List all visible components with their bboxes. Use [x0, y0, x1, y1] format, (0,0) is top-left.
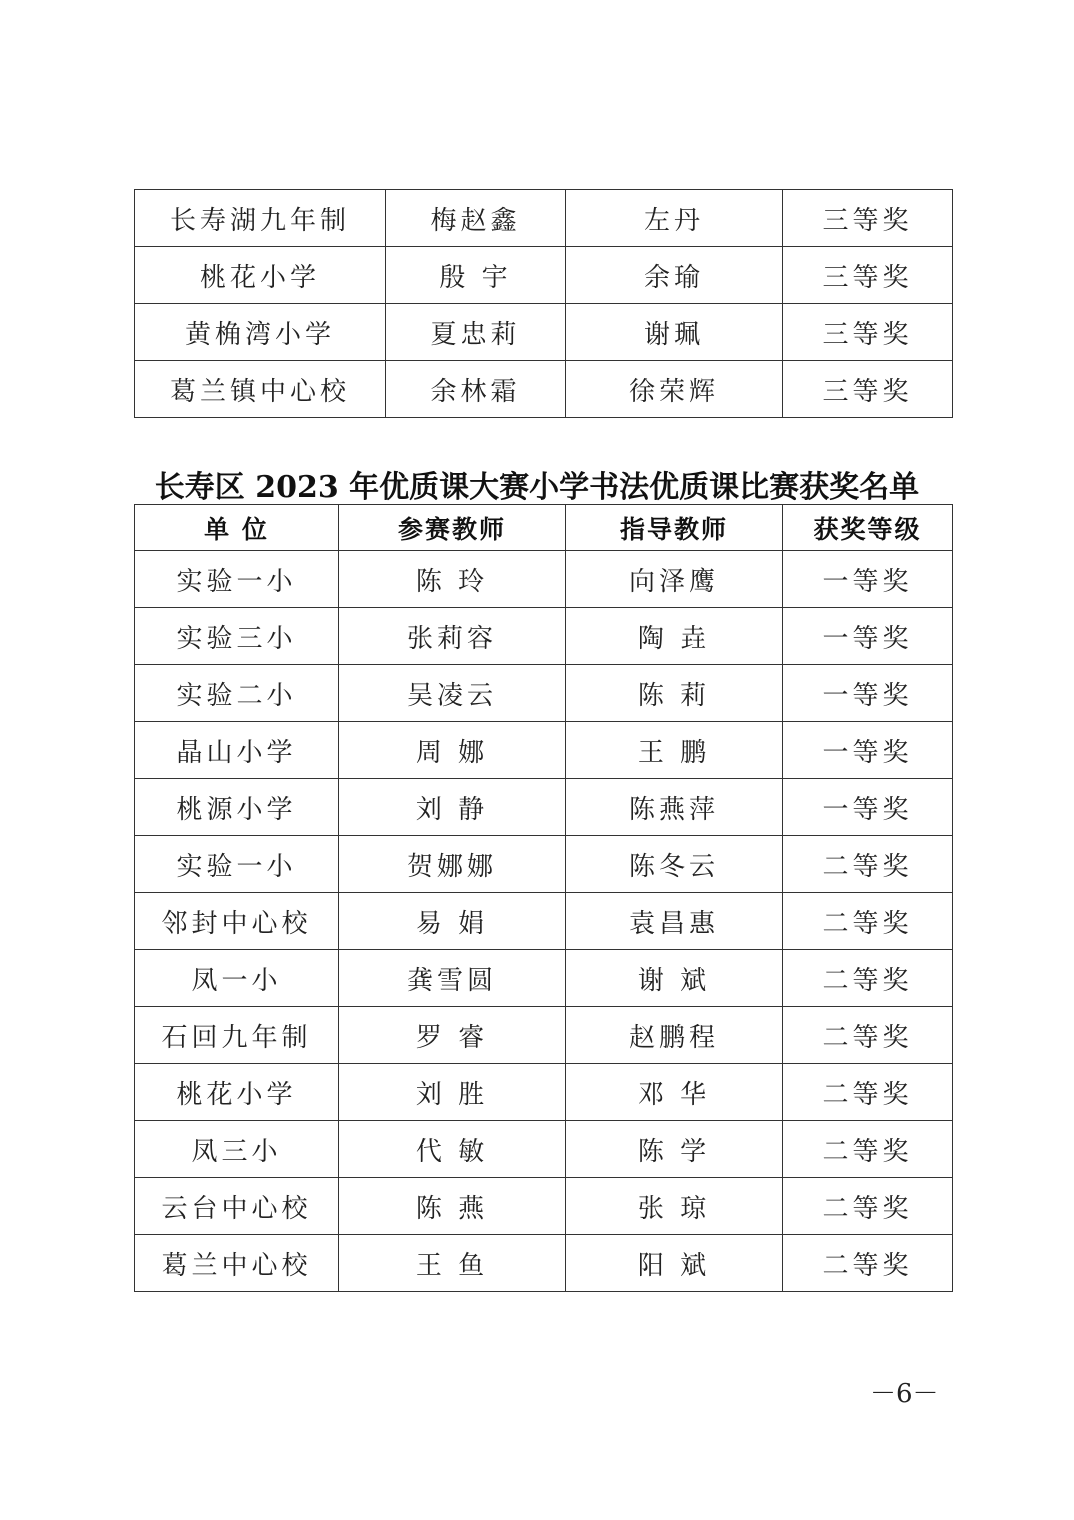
header-advisor: 指导教师 [566, 505, 783, 551]
teacher-cell: 罗 睿 [339, 1007, 566, 1064]
advisor-cell: 向泽鹰 [566, 551, 783, 608]
teacher-cell: 余林霜 [386, 361, 566, 418]
award-cell: 一等奖 [783, 779, 953, 836]
advisor-cell: 赵鹏程 [566, 1007, 783, 1064]
table-row [135, 893, 953, 950]
award-cell: 三等奖 [783, 247, 953, 304]
table-row [135, 1121, 953, 1178]
award-cell: 一等奖 [783, 722, 953, 779]
table-row [135, 551, 953, 608]
award-cell: 二等奖 [783, 950, 953, 1007]
advisor-cell: 张 琼 [566, 1178, 783, 1235]
unit-cell: 邻封中心校 [135, 893, 339, 950]
unit-cell: 凤三小 [135, 1121, 339, 1178]
teacher-cell: 王 鱼 [339, 1235, 566, 1292]
table-row [135, 779, 953, 836]
unit-cell: 实验三小 [135, 608, 339, 665]
table-row [135, 722, 953, 779]
unit-cell: 实验二小 [135, 665, 339, 722]
award-cell: 二等奖 [783, 1235, 953, 1292]
calligraphy-award-table [134, 504, 953, 1292]
advisor-cell: 袁昌惠 [566, 893, 783, 950]
header-unit: 单 位 [135, 505, 339, 551]
award-cell: 二等奖 [783, 1121, 953, 1178]
table-row [135, 836, 953, 893]
advisor-cell: 左丹 [566, 190, 783, 247]
unit-cell: 桃花小学 [135, 1064, 339, 1121]
advisor-cell: 陈燕萍 [566, 779, 783, 836]
table-row [135, 190, 953, 247]
table-row [135, 1007, 953, 1064]
unit-cell: 晶山小学 [135, 722, 339, 779]
unit-cell: 桃花小学 [135, 247, 386, 304]
unit-cell: 云台中心校 [135, 1178, 339, 1235]
teacher-cell: 陈 玲 [339, 551, 566, 608]
unit-cell: 黄桷湾小学 [135, 304, 386, 361]
table-row [135, 1235, 953, 1292]
teacher-cell: 梅赵鑫 [386, 190, 566, 247]
award-cell: 二等奖 [783, 1007, 953, 1064]
award-cell: 一等奖 [783, 665, 953, 722]
header-row [135, 505, 953, 551]
advisor-cell: 徐荣辉 [566, 361, 783, 418]
advisor-cell: 陈冬云 [566, 836, 783, 893]
advisor-cell: 谢 斌 [566, 950, 783, 1007]
table-title: 长寿区 2023 年优质课大赛小学书法优质课比赛获奖名单 [154, 470, 920, 505]
award-cell: 三等奖 [783, 361, 953, 418]
table-row [135, 304, 953, 361]
advisor-cell: 陈 莉 [566, 665, 783, 722]
award-cell: 一等奖 [783, 551, 953, 608]
table-row [135, 361, 953, 418]
unit-cell: 桃源小学 [135, 779, 339, 836]
award-table-continued [134, 189, 953, 418]
table-row [135, 950, 953, 1007]
award-cell: 二等奖 [783, 1064, 953, 1121]
teacher-cell: 周 娜 [339, 722, 566, 779]
teacher-cell: 贺娜娜 [339, 836, 566, 893]
award-cell: 一等奖 [783, 608, 953, 665]
unit-cell: 实验一小 [135, 551, 339, 608]
teacher-cell: 吴凌云 [339, 665, 566, 722]
table-row [135, 608, 953, 665]
advisor-cell: 陈 学 [566, 1121, 783, 1178]
teacher-cell: 陈 燕 [339, 1178, 566, 1235]
award-cell: 二等奖 [783, 1178, 953, 1235]
teacher-cell: 夏忠莉 [386, 304, 566, 361]
teacher-cell: 殷 宇 [386, 247, 566, 304]
advisor-cell: 邓 华 [566, 1064, 783, 1121]
advisor-cell: 余瑜 [566, 247, 783, 304]
advisor-cell: 王 鹏 [566, 722, 783, 779]
header-teacher: 参赛教师 [339, 505, 566, 551]
teacher-cell: 张莉容 [339, 608, 566, 665]
advisor-cell: 阳 斌 [566, 1235, 783, 1292]
unit-cell: 长寿湖九年制 [135, 190, 386, 247]
teacher-cell: 刘 静 [339, 779, 566, 836]
advisor-cell: 谢珮 [566, 304, 783, 361]
unit-cell: 葛兰中心校 [135, 1235, 339, 1292]
unit-cell: 石回九年制 [135, 1007, 339, 1064]
table-row [135, 1064, 953, 1121]
award-cell: 二等奖 [783, 836, 953, 893]
award-cell: 三等奖 [783, 304, 953, 361]
advisor-cell: 陶 垚 [566, 608, 783, 665]
table-row [135, 1178, 953, 1235]
award-cell: 三等奖 [783, 190, 953, 247]
page-number: －6－ [870, 1379, 939, 1409]
table-row [135, 665, 953, 722]
award-cell: 二等奖 [783, 893, 953, 950]
table-row [135, 247, 953, 304]
teacher-cell: 龚雪圆 [339, 950, 566, 1007]
unit-cell: 凤一小 [135, 950, 339, 1007]
unit-cell: 葛兰镇中心校 [135, 361, 386, 418]
header-award-level: 获奖等级 [783, 505, 953, 551]
teacher-cell: 刘 胜 [339, 1064, 566, 1121]
teacher-cell: 易 娟 [339, 893, 566, 950]
teacher-cell: 代 敏 [339, 1121, 566, 1178]
unit-cell: 实验一小 [135, 836, 339, 893]
